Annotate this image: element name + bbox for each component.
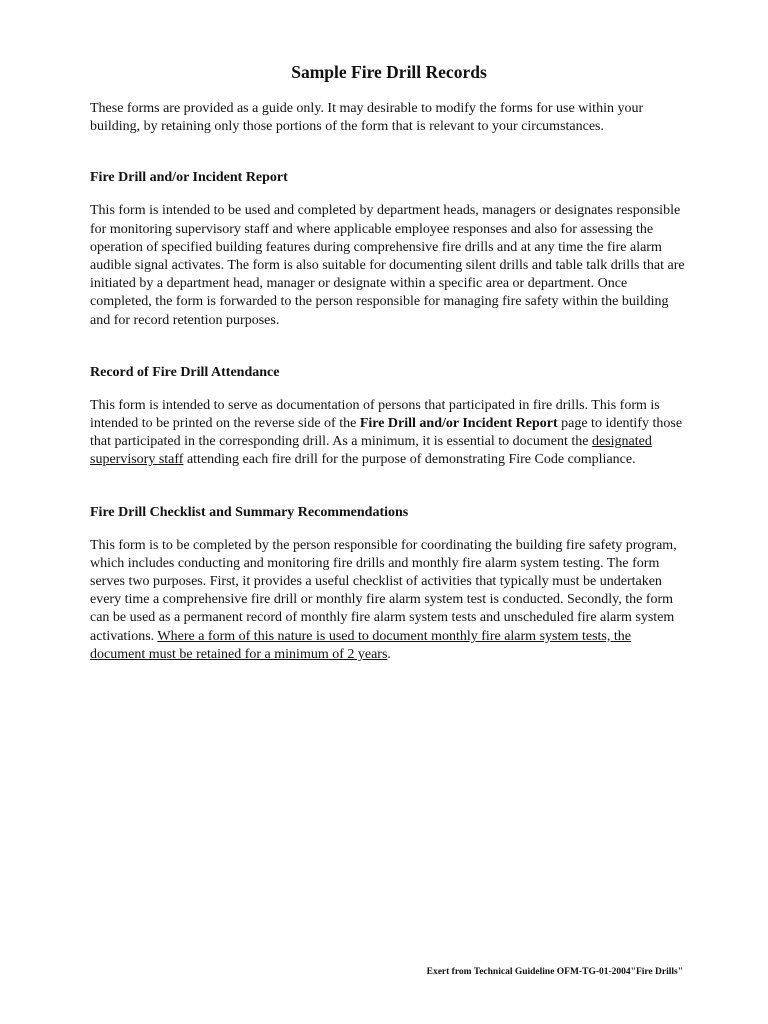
section-heading-incident-report: Fire Drill and/or Incident Report [90,170,288,186]
section-heading-checklist: Fire Drill Checklist and Summary Recommendations [90,504,409,520]
body-text: page to identify those that participated in the corresponding drill. As a minimum, it is essential to document the [90,416,683,450]
body-text: attending each fire drill for the purpose of demonstrating Fire Code compliance. [183,452,636,468]
underlined-phrase: designated supervisory staff [90,434,652,468]
section-body-incident-report: This form is intended to be used and completed by department heads, managers or designates responsible for monitoring supervisory staff and where applicable employee responses and also for assessing the operation of specified building features during comprehensive fire drills and at any time the fire alarm audible signal activates. The form is also suitable for documenting silent drills and table talk drills that are initiated by a department head, manager or designate within a specific area or department. Once completed, the form is forwarded to the person responsible for managing fire safety within the building and for record retention purposes. [90,203,685,328]
section-heading-drill-attendance: Record of Fire Drill Attendance [90,364,280,380]
page-footer: Exert from Technical Guideline OFM-TG-01-2004"Fire Drills" [426,967,683,977]
section-body-drill-attendance [90,397,688,470]
body-text: This form is to be completed by the person responsible for coordinating the building fire safety program, which includes conducting and monitoring fire drills and monthly fire alarm system testing. The form serves two purposes. First, it provides a useful checklist of activities that typically must be undertaken every time a comprehensive fire drill or monthly fire alarm system test is conducted. Secondly, the form can be used as a permanent record of monthly fire alarm system tests and unscheduled fire alarm system activations. [90,537,677,644]
form-name-bold: Fire Drill and/or Incident Report [359,416,558,432]
document-page [90,60,688,698]
body-text: . [387,646,391,662]
page-title: Sample Fire Drill Records [291,62,487,82]
section-body-checklist [90,537,688,664]
intro-paragraph: These forms are provided as a guide only. It may desirable to modify the forms for use within your building, by retaining only those portions of the form that is relevant to your circumstances. [90,101,644,135]
underlined-requirement: Where a form of this nature is used to document monthly fire alarm system tests, the document must be retained for a minimum of 2 years [90,628,631,662]
body-text: This form is intended to serve as documentation of persons that participated in fire drills. This form is intended to be printed on the reverse side of the [90,397,660,432]
